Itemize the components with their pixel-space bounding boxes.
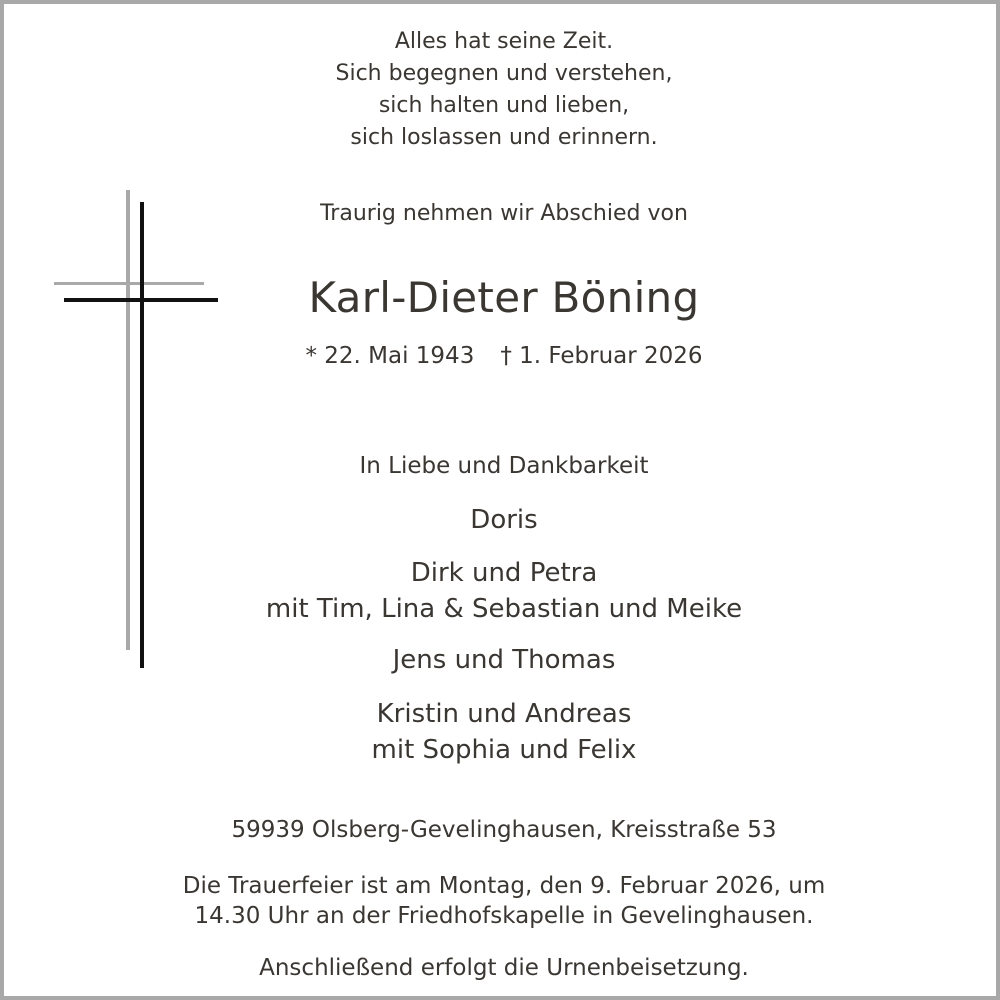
life-dates	[4, 340, 1000, 372]
mourner-line-4: Jens und Thomas	[392, 645, 616, 675]
death-date: † 1. Februar 2026	[500, 343, 703, 369]
mourner-line-5: Kristin und Andreas	[376, 699, 632, 729]
address-text: 59939 Olsberg-Gevelinghausen, Kreisstraße 53	[231, 817, 777, 843]
service-line-1: Die Trauerfeier ist am Montag, den 9. Februar 2026, um	[182, 873, 826, 899]
service-line-2: 14.30 Uhr an der Friedhofskapelle in Gevelinghausen.	[194, 903, 814, 929]
mourner-line-1: Doris	[470, 505, 538, 535]
mourner-line-3: mit Tim, Lina & Sebastian und Meike	[265, 594, 743, 624]
burial-text: Anschließend erfolgt die Urnenbeisetzung.	[259, 955, 749, 981]
intro-text: Traurig nehmen wir Abschied von	[320, 201, 688, 226]
mourner-line-2: Dirk und Petra	[410, 558, 598, 588]
verse-line-2: Sich begegnen und verstehen,	[335, 61, 673, 86]
verse-line-3: sich halten und lieben,	[378, 93, 630, 118]
mourners-heading: In Liebe und Dankbarkeit	[359, 453, 649, 479]
birth-date: * 22. Mai 1943	[305, 343, 475, 369]
verse-line-4: sich loslassen und erinnern.	[350, 125, 658, 150]
mourner-line-6: mit Sophia und Felix	[371, 735, 637, 765]
verse-line-1: Alles hat seine Zeit.	[394, 29, 614, 54]
deceased-name: Karl-Dieter Böning	[308, 273, 700, 322]
